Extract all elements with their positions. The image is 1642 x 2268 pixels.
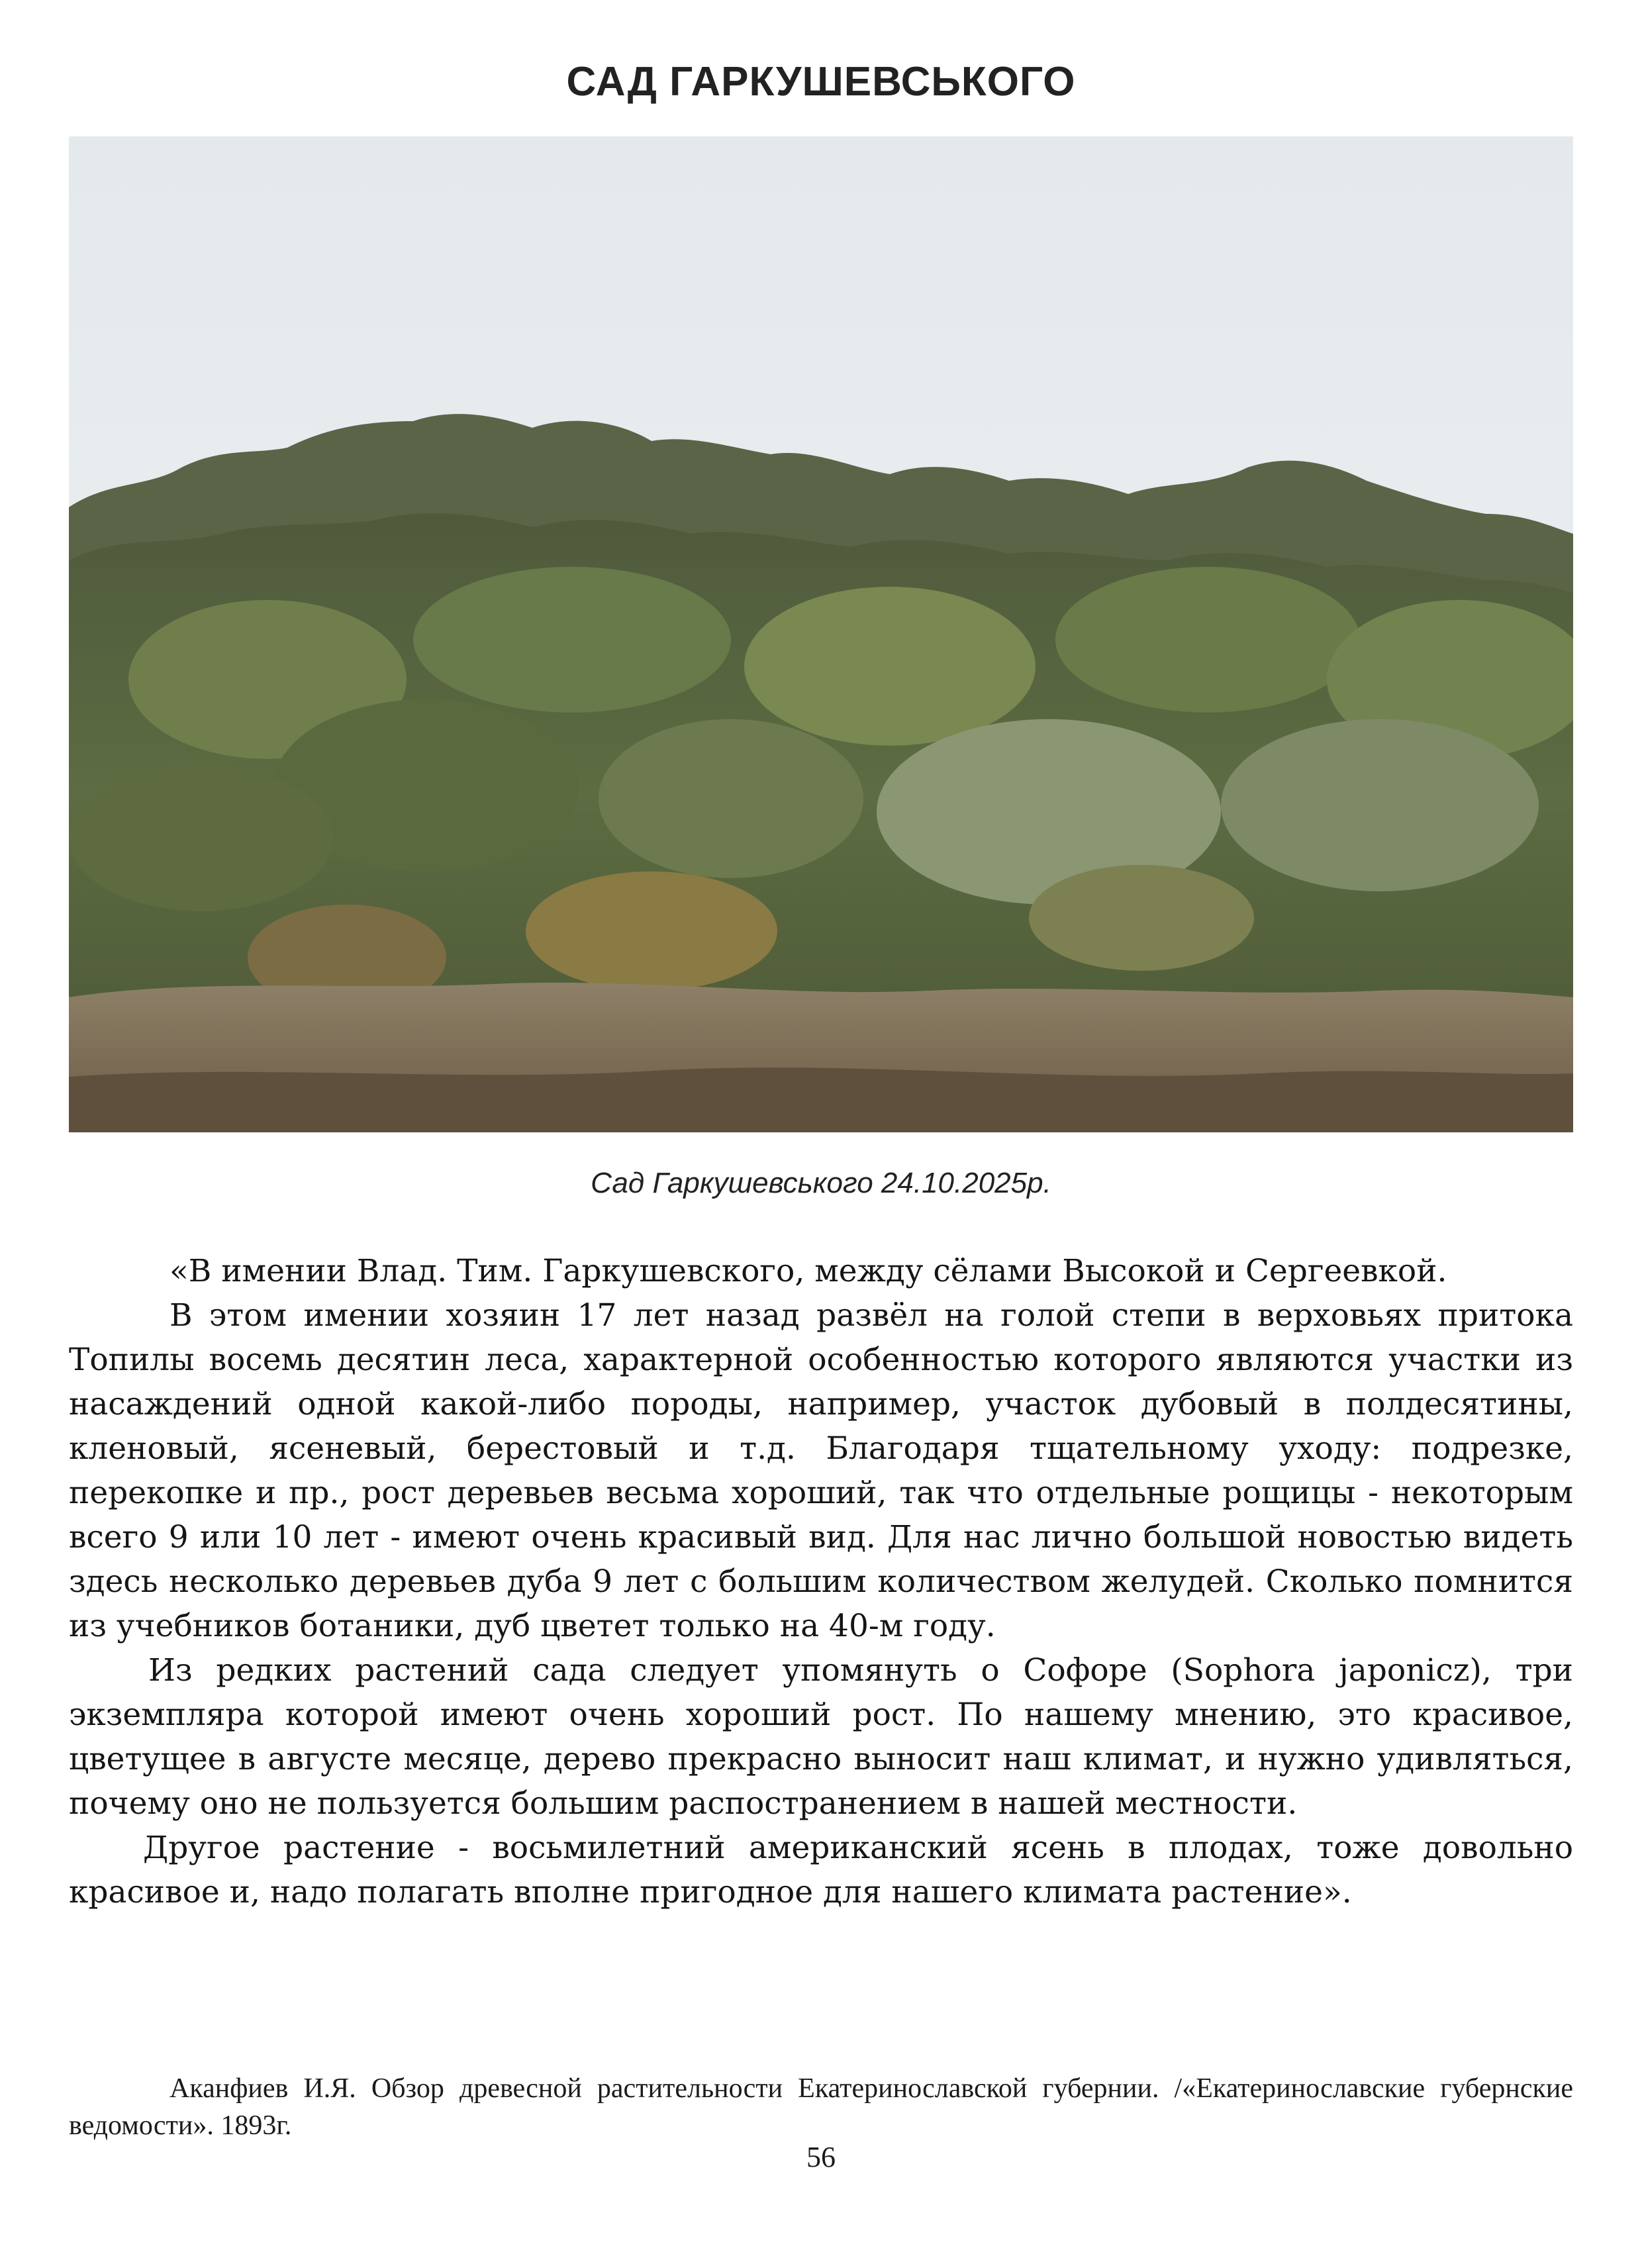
photo-caption: Сад Гаркушевського 24.10.2025р. bbox=[591, 1167, 1051, 1199]
paragraph: «В имении Влад. Тим. Гаркушевского, между сёлами Высокой и Сергеевкой. bbox=[169, 1253, 1447, 1289]
page-title: САД ГАРКУШЕВСЬКОГО bbox=[566, 59, 1076, 105]
paragraph: В этом имении хозяин 17 лет назад развёл на голой степи в верховьях притока Топилы восемь десятин леса, характерной особенностью которого являются участки из насаждений одной какой-либо породы, например, участок дубовый в полдесятины, кленовый, ясеневый, берестовый и т.д. Благодаря тщательному уходу: подрезке, перекопке и пр., рост деревьев весьма хороший, так что отдельные рощицы - некоторым всего 9 или 10 лет - имеют очень красивый вид. Для нас лично большой новостью видеть здесь несколько деревьев дуба 9 лет с большим количеством желудей. Сколько помнится из учебников ботаники, дуб цветет только на 40-м году. bbox=[69, 1297, 1573, 1644]
landscape-illustration bbox=[69, 136, 1573, 1132]
source-footnote: Аканфиев И.Я. Обзор древесной растительности Екатеринославской губернии. /«Екатеринославские губернские ведомости». 1893г. bbox=[69, 2073, 1573, 2141]
paragraph: Другое растение - восьмилетний американский ясень в плодах, тоже довольно красивое и, надо полагать вполне пригодное для нашего климата растение». bbox=[69, 1830, 1573, 1910]
article-text bbox=[69, 1249, 1573, 1914]
paragraph: Из редких растений сада следует упомянуть о Софоре (Sophora japonicz), три экземпляра которой имеют очень хороший рост. По нашему мнению, это красивое, цветущее в августе месяце, дерево прекрасно выносит наш климат, и нужно удивляться, почему оно не пользуется большим распостранением в нашей местности. bbox=[69, 1652, 1573, 1822]
garden-landscape-photo bbox=[69, 136, 1573, 1132]
page-number: 56 bbox=[806, 2141, 836, 2173]
